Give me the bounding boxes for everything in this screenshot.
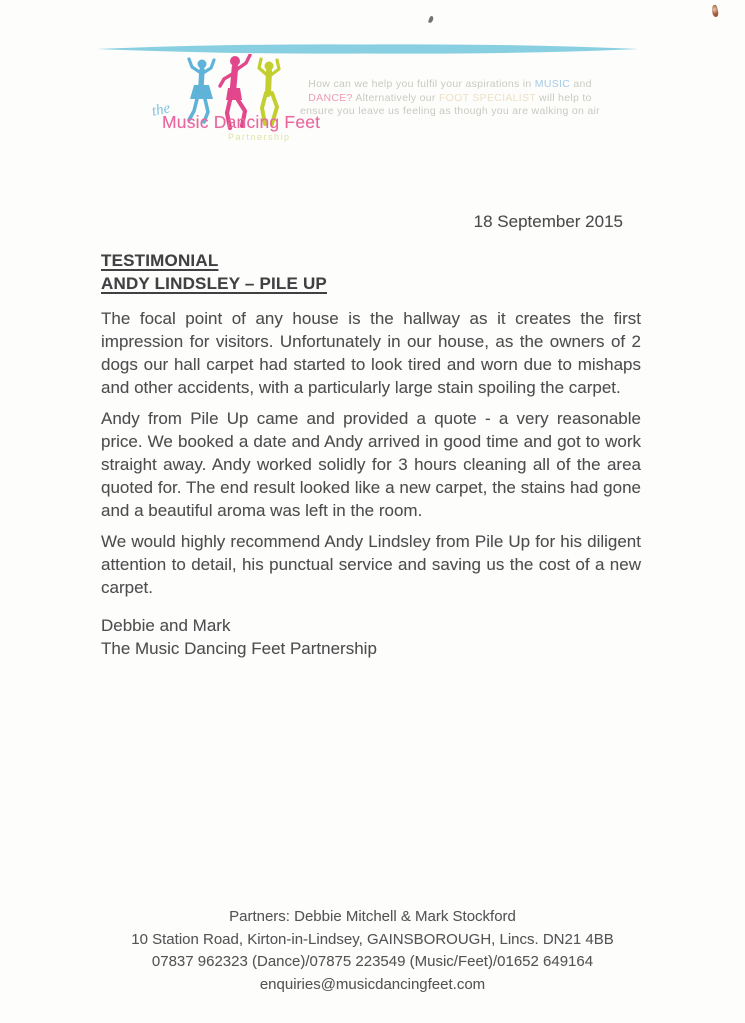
paragraph-3: We would highly recommend Andy Lindsley from Pile Up for his diligent attention to detail, his punctual service and saving us the cost of a new carpet. — [101, 532, 641, 597]
tagline-line3: ensure you leave us feeling as though you are walking on air — [300, 105, 600, 117]
title-testimonial: TESTIMONIAL — [101, 251, 219, 270]
tagline-line1-post: and — [570, 78, 592, 90]
paragraph-2: Andy from Pile Up came and provided a quote - a very reasonable price. We booked a date and Andy arrived in good time and got to work straight away. Andy worked solidly for 3 hours cleaning all of the area quoted for. The end result looked like a new carpet, the stains had gone and a beautiful aroma was left in the room. — [101, 409, 641, 520]
letter-date: 18 September 2015 — [473, 212, 623, 231]
tagline-word-foot-specialist: FOOT SPECIALIST — [438, 91, 536, 104]
footer-partners: Partners: Debbie Mitchell & Mark Stockford — [229, 908, 516, 925]
footer-email: enquiries@musicdancingfeet.com — [259, 975, 486, 993]
tagline-word-music: MUSIC — [534, 78, 571, 90]
signature-company: The Music Dancing Feet Partnership — [101, 639, 377, 658]
paragraph-1: The focal point of any house is the hallway as it creates the first impression for visitors. Unfortunately in our house, as the owners of 2 dogs our hall carpet had started to look tired and worn due to mishaps and other accidents, with a particularly large stain spoiling the carpet. — [101, 309, 641, 397]
pen-mark — [711, 4, 720, 17]
brand-partnership: Partnership — [228, 132, 291, 142]
title-subject: ANDY LINDSLEY – PILE UP — [101, 274, 327, 293]
tagline-line1-pre: How can we help you fulfil your aspirations in — [308, 78, 535, 90]
tagline-line2-post: will help to — [535, 91, 592, 104]
signature-names: Debbie and Mark — [101, 616, 231, 635]
scan-speck — [428, 16, 434, 24]
letter-title-block — [101, 249, 641, 295]
letter-footer — [0, 906, 745, 996]
footer-phones: 07837 962323 (Dance)/07875 223549 (Music/Feet)/01652 649164 — [151, 953, 594, 970]
brand-name: Music Dancing Feet — [162, 112, 321, 132]
tagline-line2-mid: Alternatively our — [352, 91, 439, 104]
tagline-word-dance: DANCE? — [308, 91, 353, 104]
footer-address: 10 Station Road, Kirton-in-Lindsey, GAINSBOROUGH, Lincs. DN21 4BB — [131, 930, 614, 948]
letter-body — [101, 307, 641, 660]
letterhead-tagline — [296, 78, 604, 119]
brand-the: the — [150, 100, 172, 120]
signature-block — [101, 614, 641, 660]
